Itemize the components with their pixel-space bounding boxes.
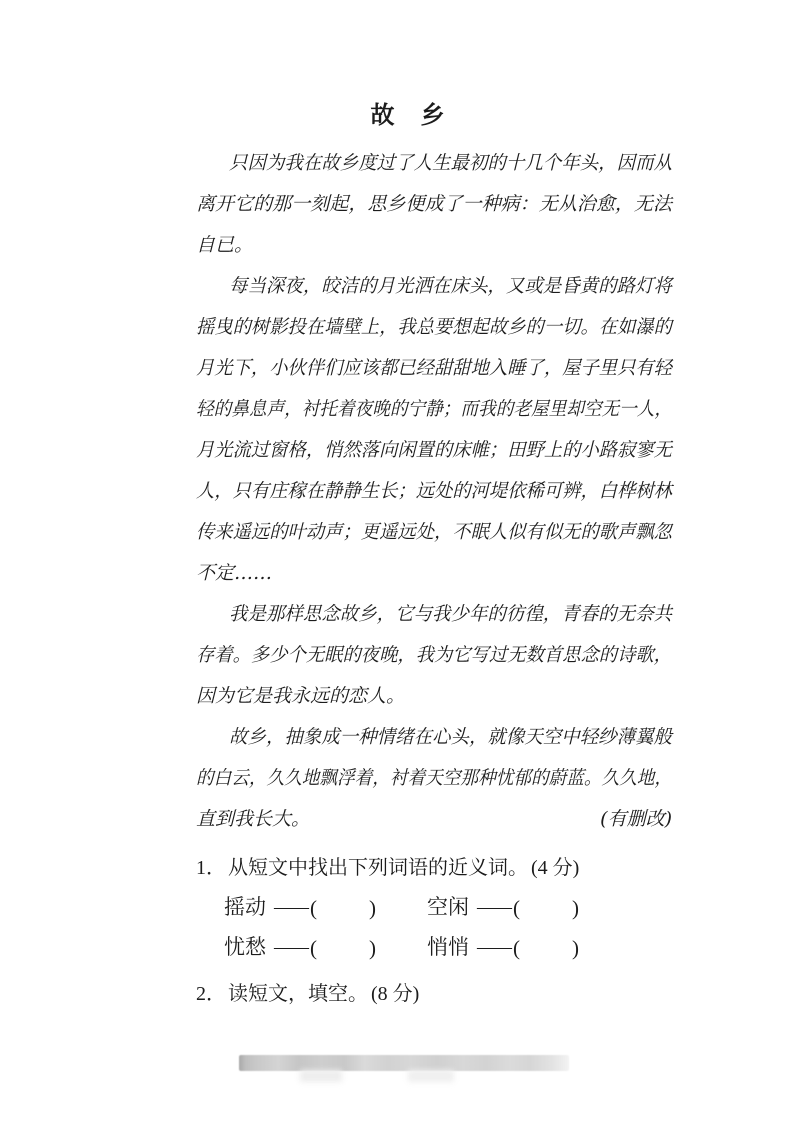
question-2: [196, 976, 672, 1012]
blank-paren-close: ): [572, 936, 579, 960]
question-2-number: 2．: [196, 983, 226, 1005]
question-1-text: 从短文中找出下列词语的近义词。: [228, 857, 528, 879]
passage-line: [196, 184, 672, 225]
pair-dash: ——: [477, 937, 509, 958]
blank-paren-open: (: [513, 896, 520, 920]
blank-paren-open: (: [310, 896, 317, 920]
blank-paren-close: ): [369, 896, 376, 920]
passage-line-text: 只因为我在故乡度过了人生最初的十几个年头，因而从: [229, 152, 672, 174]
passage-line-text: 人，只有庄稼在静静生长；远处的河堤依稀可辨，白桦树林: [196, 480, 672, 502]
passage-line-text: 传来遥远的叶动声；更遥远处，不眠人似有似无的歌声飘忽: [196, 521, 672, 543]
passage-line: [196, 143, 672, 184]
passage-line: [196, 799, 672, 840]
passage-line-text: 月光流过窗格，悄然落向闲置的床帷；田野上的小路寂寥无: [196, 439, 672, 461]
pair-word: 悄悄: [427, 936, 469, 959]
passage-line: [196, 594, 672, 635]
watermark-smudge: [408, 1070, 454, 1082]
blank-paren-open: (: [310, 936, 317, 960]
passage-line: [196, 471, 672, 512]
passage-line-text: 我是那样思念故乡，它与我少年的彷徨，青春的无奈共: [229, 603, 672, 625]
passage-line: [196, 430, 672, 471]
synonym-pair-row: [224, 888, 672, 928]
pair-dash: ——: [477, 897, 509, 918]
passage-line-text: 的白云，久久地飘浮着，衬着天空那种忧郁的蔚蓝。久久地，: [196, 767, 672, 789]
passage-line: [196, 512, 672, 553]
passage-line: [196, 307, 672, 348]
synonym-pair-row: [224, 928, 672, 968]
page-title: 故 乡: [370, 101, 446, 129]
pair-word: 空闲: [427, 896, 469, 919]
passage-line-text: 直到我长大。: [196, 808, 311, 830]
passage-line-text: 离开它的那一刻起，思乡便成了一种病：无从治愈，无法: [196, 193, 672, 215]
passage-line-text: 摇曳的树影投在墙壁上，我总要想起故乡的一切。在如瀑的: [196, 316, 672, 338]
synonym-pairs: [224, 888, 672, 968]
passage-line: [196, 758, 672, 799]
passage-line: [196, 389, 672, 430]
question-2-text: 读短文，填空。: [228, 983, 368, 1005]
blank-paren-close: ): [369, 936, 376, 960]
passage-line-text: 轻的鼻息声，衬托着夜晚的宁静；而我的老屋里却空无一人，: [196, 398, 672, 420]
passage-line-text: 故乡，抽象成一种情绪在心头，就像天空中轻纱薄翼般: [229, 726, 672, 748]
passage-line-text: 每当深夜，皎洁的月光洒在床头，又或是昏黄的路灯将: [229, 275, 672, 297]
synonym-pair: [427, 928, 630, 968]
synonym-pair: [224, 928, 427, 968]
question-1: [196, 850, 672, 886]
question-1-number: 1．: [196, 857, 226, 879]
synonym-pair: [224, 888, 427, 928]
passage-line: [196, 348, 672, 389]
passage-line: [196, 266, 672, 307]
passage: [196, 143, 672, 840]
synonym-pair: [427, 888, 630, 928]
question-1-points: (4 分): [531, 857, 580, 879]
pair-word: 摇动: [224, 896, 266, 919]
passage-line: [196, 635, 672, 676]
blank-paren-close: ): [572, 896, 579, 920]
passage-line: [196, 676, 672, 717]
question-2-points: (8 分): [371, 983, 420, 1005]
passage-line-text: 存着。多少个无眠的夜晚，我为它写过无数首思念的诗歌，: [196, 644, 672, 666]
passage-line-text: 不定……: [196, 562, 273, 584]
passage-line-text: 因为它是我永远的恋人。: [196, 685, 406, 707]
passage-line: [196, 717, 672, 758]
pair-dash: ——: [274, 897, 306, 918]
watermark-smudge: [300, 1070, 342, 1082]
pair-word: 忧愁: [224, 936, 266, 959]
source-note: (有删改): [600, 808, 672, 830]
passage-line-text: 自已。: [196, 234, 254, 256]
redaction-bar: [239, 1055, 569, 1071]
passage-line: [196, 225, 672, 266]
pair-dash: ——: [274, 937, 306, 958]
passage-line: [196, 553, 672, 594]
blank-paren-open: (: [513, 936, 520, 960]
passage-line-text: 月光下，小伙伴们应该都已经甜甜地入睡了，屋子里只有轻: [196, 357, 672, 379]
